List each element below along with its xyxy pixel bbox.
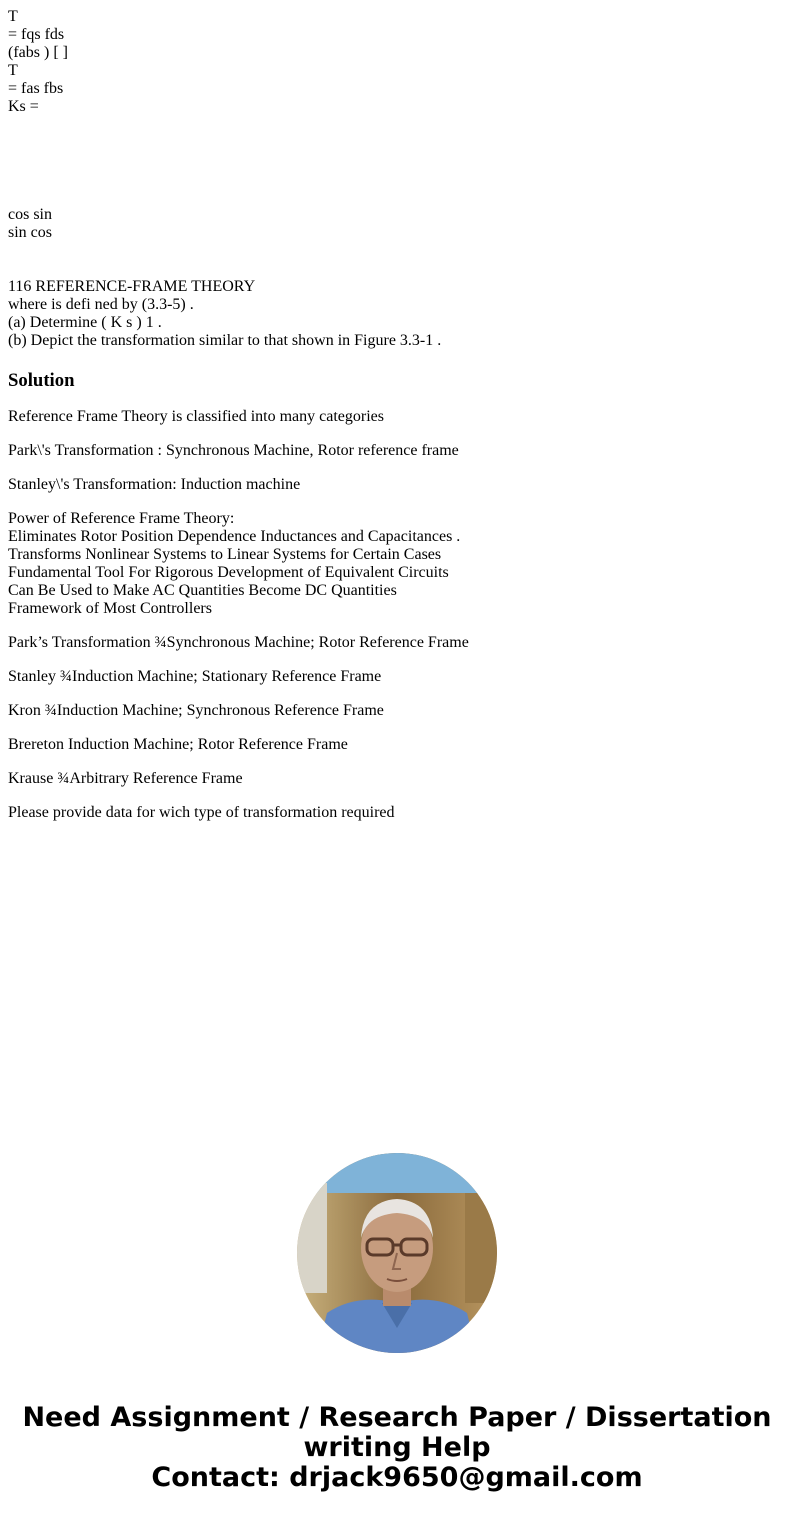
solution-heading: Solution	[8, 370, 75, 391]
problem-line: where is defi ned by (3.3-5) .	[8, 296, 194, 313]
paragraph	[8, 408, 778, 426]
paragraph	[8, 736, 778, 754]
power-line: Power of Reference Frame Theory:	[8, 510, 235, 527]
paragraph	[8, 770, 778, 788]
paragraph-text: Please provide data for wich type of transformation required	[8, 804, 395, 821]
matrix-block	[8, 206, 778, 242]
author-avatar	[297, 1153, 497, 1353]
spacer	[8, 242, 778, 278]
paragraph	[8, 668, 778, 686]
equation-line: = fas fbs	[8, 80, 64, 97]
paragraph-text: Krause ¾Arbitrary Reference Frame	[8, 770, 243, 787]
paragraph-text: Park’s Transformation ¾Synchronous Machine; Rotor Reference Frame	[8, 634, 469, 651]
matrix-line: cos sin	[8, 206, 52, 223]
promo-banner	[0, 1403, 794, 1493]
equation-line: T	[8, 62, 18, 79]
equation-block	[8, 8, 778, 116]
contact-email: Contact: drjack9650@gmail.com	[151, 1462, 643, 1493]
paragraph-text: Stanley\'s Transformation: Induction machine	[8, 476, 301, 493]
power-line: Eliminates Rotor Position Dependence Inductances and Capacitances .	[8, 528, 461, 545]
paragraph	[8, 702, 778, 720]
paragraph-text: Kron ¾Induction Machine; Synchronous Reference Frame	[8, 702, 384, 719]
power-line: Transforms Nonlinear Systems to Linear Systems for Certain Cases	[8, 546, 442, 563]
problem-line: (a) Determine ( K s ) 1 .	[8, 314, 162, 331]
equation-line: = fqs fds	[8, 26, 65, 43]
problem-line: 116 REFERENCE-FRAME THEORY	[8, 278, 256, 295]
author-photo-illustration	[297, 1153, 497, 1353]
problem-statement	[8, 278, 778, 350]
paragraph	[8, 476, 778, 494]
paragraph-text: Reference Frame Theory is classified into many categories	[8, 408, 385, 425]
power-line: Can Be Used to Make AC Quantities Become DC Quantities	[8, 582, 397, 599]
power-line: Framework of Most Controllers	[8, 600, 212, 617]
equation-line: Ks =	[8, 98, 39, 115]
promo-line: Need Assignment / Research Paper / Dissertation	[22, 1402, 772, 1433]
spacer	[8, 116, 778, 206]
equation-line: T	[8, 8, 18, 25]
paragraph-text: Park\'s Transformation : Synchronous Machine, Rotor reference frame	[8, 442, 459, 459]
document-body	[8, 8, 778, 838]
promo-line: writing Help	[303, 1432, 491, 1463]
matrix-line: sin cos	[8, 224, 52, 241]
paragraph	[8, 634, 778, 652]
power-list	[8, 510, 778, 618]
paragraph-text: Stanley ¾Induction Machine; Stationary Reference Frame	[8, 668, 382, 685]
paragraph-text: Brereton Induction Machine; Rotor Reference Frame	[8, 736, 348, 753]
problem-line: (b) Depict the transformation similar to that shown in Figure 3.3-1 .	[8, 332, 442, 349]
paragraph	[8, 804, 778, 822]
equation-line: (fabs ) [ ]	[8, 44, 68, 61]
paragraph	[8, 442, 778, 460]
power-line: Fundamental Tool For Rigorous Development of Equivalent Circuits	[8, 564, 449, 581]
